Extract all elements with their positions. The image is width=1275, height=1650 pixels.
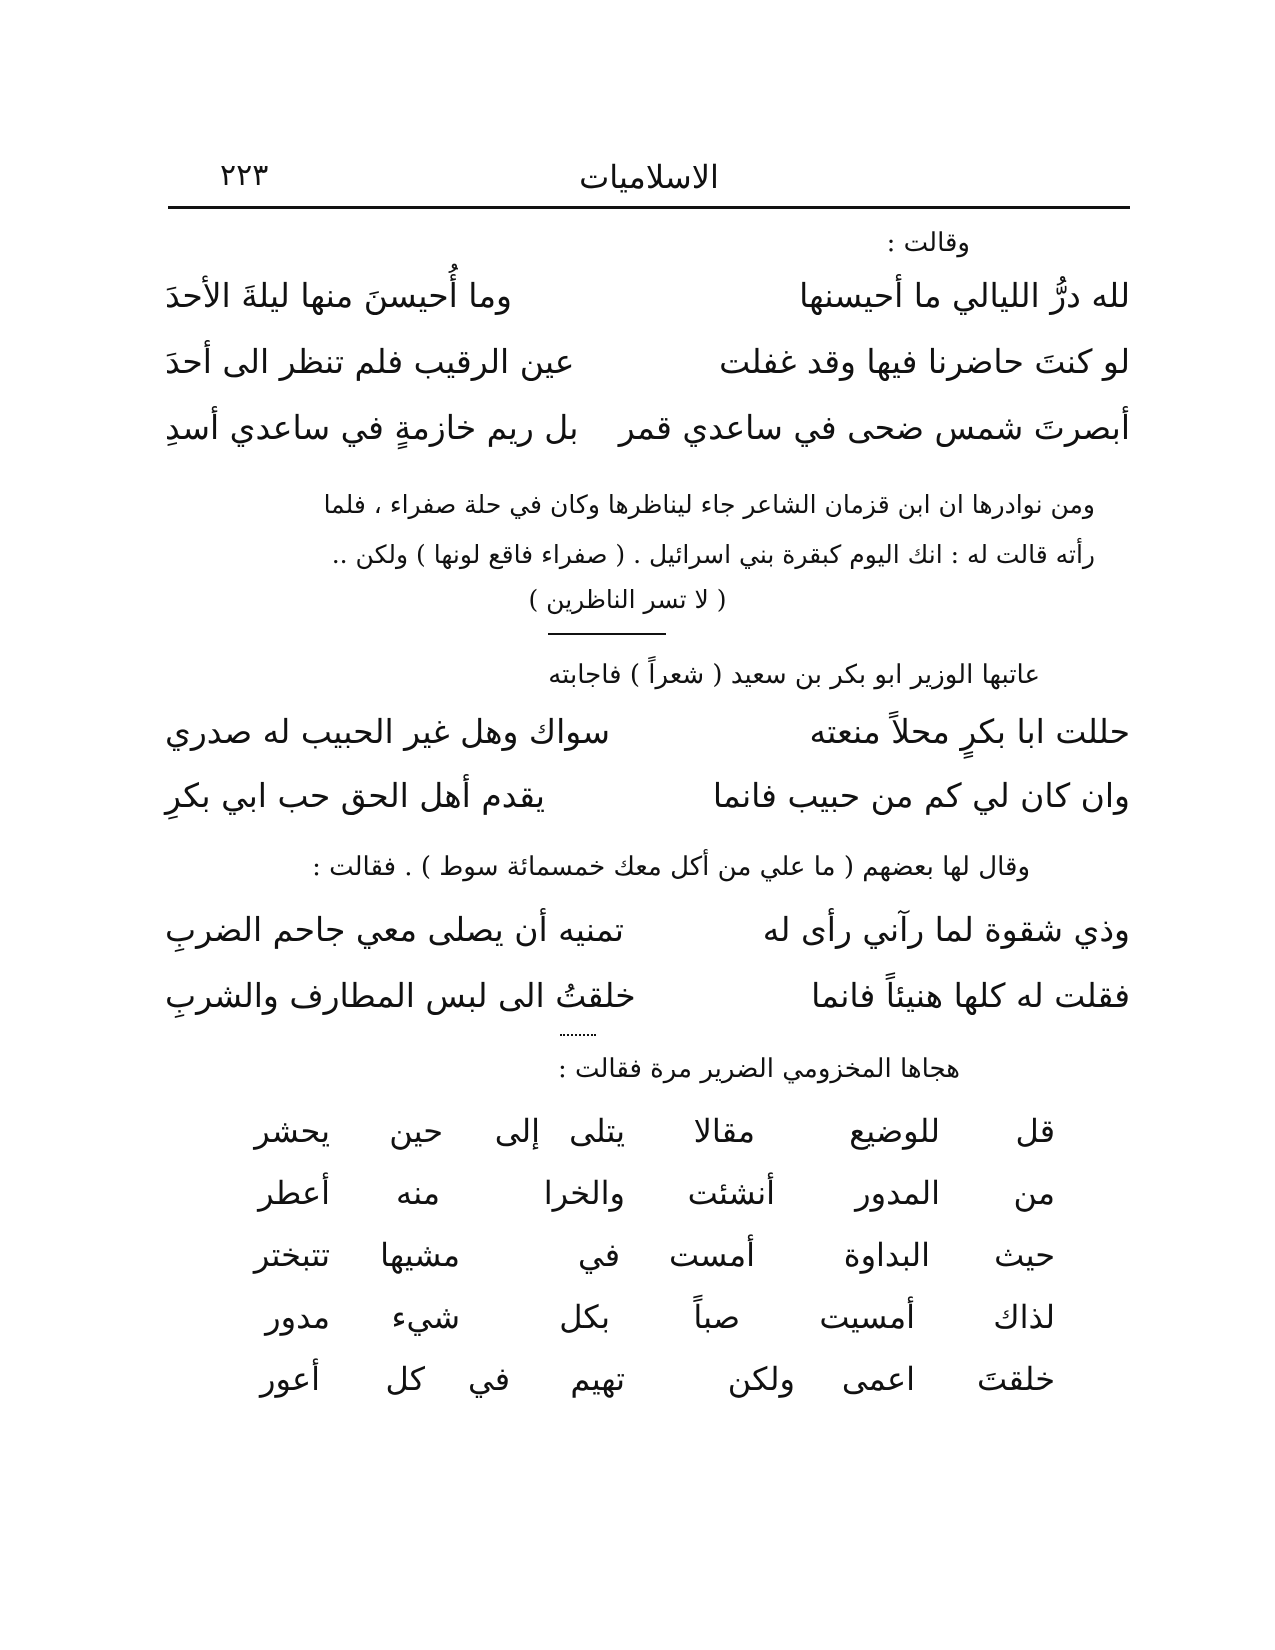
page-header [168,158,1130,208]
poem-word: خلقتَ [977,1360,1055,1398]
verse-line [165,712,1130,770]
poem-word: يحشر [254,1112,330,1150]
poem-word: أعور [260,1360,320,1398]
poem-word: حين [389,1112,443,1150]
prose-line: رأته قالت له : انك اليوم كبقرة بني اسرائيل . ( صفراء فاقع لونها ) ولكن .. [331,540,1095,569]
poem-word: حيث [994,1236,1055,1274]
poem-word: البداوة [843,1236,930,1274]
section-separator [548,633,666,635]
verse-line [165,910,1130,968]
verse-second-hemistich: خلقتُ الى لبس المطارف والشربِ [165,976,636,1015]
poem-row [230,1236,1055,1298]
section-separator [560,1034,596,1036]
poem-word: قل [1015,1112,1055,1150]
poem-word: مقالا [693,1112,755,1150]
verse-first-hemistich: وان كان لي كم من حبيب فانما [712,776,1130,815]
poem-word: من [1013,1174,1055,1212]
verse-second-hemistich: عين الرقيب فلم تنظر الى أحدَ [165,342,575,381]
verse-first-hemistich: وذي شقوة لما رآني رأى له [762,910,1130,949]
running-title: الاسلاميات [579,158,719,196]
poem-word: يتلى [569,1112,625,1150]
verse-first-hemistich: حللت ابا بكرٍ محلاً منعته [809,712,1130,751]
prose-line: ومن نوادرها ان ابن قزمان الشاعر جاء ليناظرها وكان في حلة صفراء ، فلما [323,490,1095,519]
header-rule [168,206,1130,209]
poem-row [230,1112,1055,1174]
verse-line [165,776,1130,834]
section-intro: وقالت : [886,228,970,258]
poem-row [230,1174,1055,1236]
section-intro: عاتبها الوزير ابو بكر بن سعيد ( شعراً ) فاجابته [548,660,1040,690]
poem-word: للوضيع [849,1112,940,1150]
poem-word: تتبختر [253,1236,330,1274]
section-intro: هجاها المخزومي الضرير مرة فقالت : [557,1054,960,1084]
poem-word: أعطر [258,1174,330,1212]
verse-first-hemistich: لو كنتَ حاضرنا فيها وقد غفلت [719,342,1130,381]
poem-word: لذاك [993,1298,1055,1336]
poem-word: مدور [265,1298,330,1336]
poem-word: بكل [559,1298,610,1336]
poem-word: في [578,1236,620,1274]
poem-word: أنشئت [687,1174,775,1212]
verse-second-hemistich: بل ريم خازمةٍ في ساعدي أسدِ [165,408,579,447]
verse-line [165,342,1130,400]
page-number: ٢٢٣ [220,158,269,193]
verse-first-hemistich: فقلت له كلها هنيئاً فانما [811,976,1130,1015]
poem-word: اعمى [841,1360,915,1398]
poem-word: في [468,1360,510,1398]
verse-first-hemistich: لله درُّ الليالي ما أحيسنها [799,276,1130,315]
prose-closing: ( لا تسر الناظرين ) [528,585,727,614]
verse-line [165,408,1130,466]
poem-row [230,1360,1055,1422]
poem-word: شيء [391,1298,460,1336]
poem-word: ولكن [727,1360,795,1398]
poem-word: صباً [693,1298,740,1336]
poem-word: مشيها [380,1236,460,1274]
verse-second-hemistich: تمنيه أن يصلى معي جاحم الضربِ [165,910,624,949]
poem-row [230,1298,1055,1360]
poem-word: كل [385,1360,425,1398]
verse-line [165,976,1130,1034]
verse-second-hemistich: وما أُحيسنَ منها ليلةَ الأحدَ [165,276,512,315]
verse-second-hemistich: سواك وهل غير الحبيب له صدري [165,712,610,751]
verse-second-hemistich: يقدم أهل الحق حب ابي بكرِ [165,776,545,815]
poem-word: أمسيت [819,1298,915,1336]
poem-word: أمست [669,1236,755,1274]
poem-word: المدور [855,1174,940,1212]
section-intro: وقال لها بعضهم ( ما علي من أكل معك خمسمائة سوط ) . فقالت : [312,852,1030,882]
poem-word: تهيم [570,1360,625,1398]
poem-word: والخرا [543,1174,625,1212]
verse-line [165,276,1130,334]
poem-word: إلى [494,1112,540,1150]
poem-word: منه [396,1174,440,1212]
verse-first-hemistich: أبصرتَ شمس ضحى في ساعدي قمر [618,408,1130,447]
